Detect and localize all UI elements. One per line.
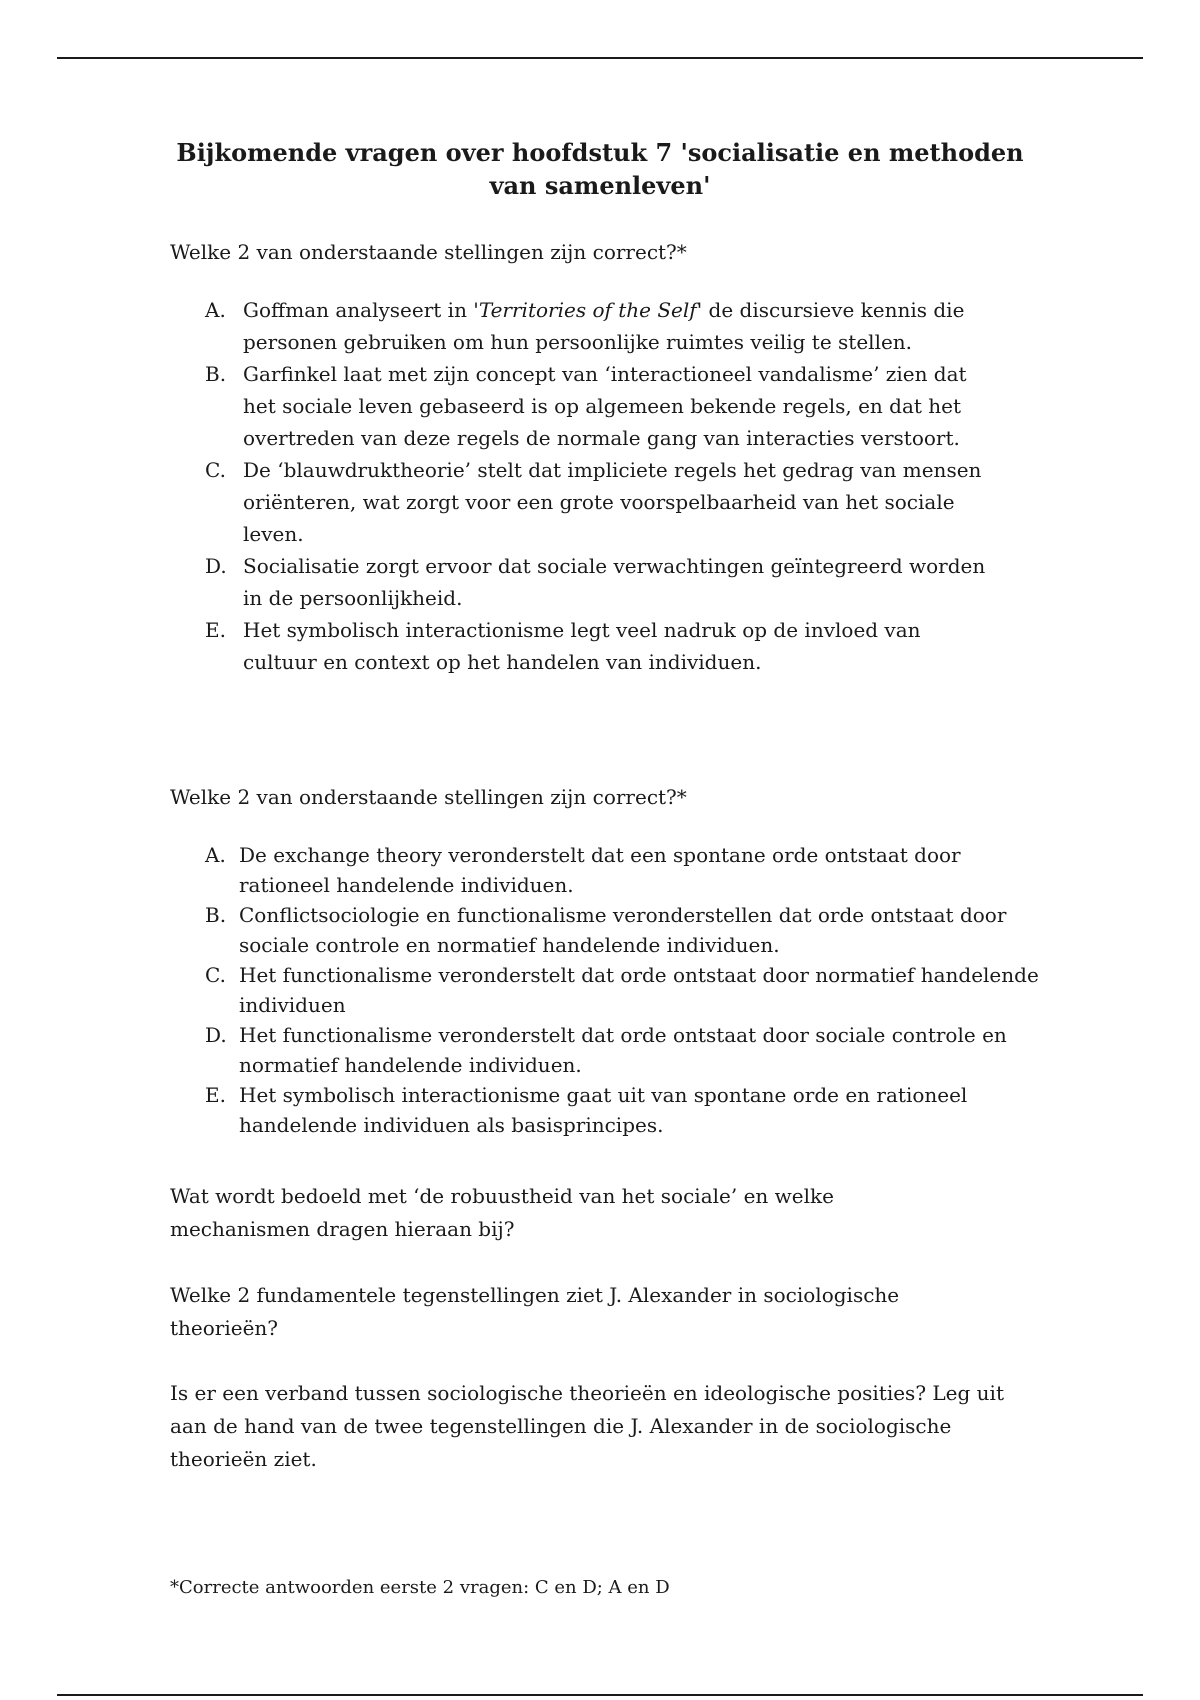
option-text: De exchange theory veronderstelt dat een spontane orde ontstaat door rationeel handelende individuen.: [239, 843, 961, 897]
top-rule: [57, 57, 1143, 59]
option-text: Het functionalisme veronderstelt dat orde ontstaat door normatief handelende individuen: [239, 963, 1039, 1017]
question-1-prompt: Welke 2 van onderstaande stellingen zijn correct?*: [170, 240, 687, 264]
question-2-options: [205, 840, 1040, 1140]
option-letter: A.: [205, 298, 226, 322]
option-letter: A.: [205, 843, 226, 867]
question-1-option-a: [205, 294, 995, 358]
option-letter: D.: [205, 1023, 227, 1047]
option-letter: C.: [205, 458, 226, 482]
option-letter: B.: [205, 903, 227, 927]
option-letter: D.: [205, 554, 227, 578]
question-1-option-c: [205, 454, 995, 550]
question-2-prompt: Welke 2 van onderstaande stellingen zijn correct?*: [170, 785, 687, 809]
question-2-option-c: [205, 960, 1040, 1020]
option-text: Het symbolisch interactionisme legt veel nadruk op de invloed van cultuur en context op het handelen van individuen.: [243, 618, 921, 674]
question-1-option-d: [205, 550, 995, 614]
option-letter: B.: [205, 362, 227, 386]
option-text: Garfinkel laat met zijn concept van ‘interactioneel vandalisme’ zien dat het sociale leven gebaseerd is op algemeen bekende regels, en dat het overtreden van deze regels de normale gang van interacties verstoort.: [243, 362, 967, 450]
question-4: Welke 2 fundamentele tegenstellingen ziet J. Alexander in sociologische theorieën?: [170, 1283, 900, 1340]
option-text: Conflictsociologie en functionalisme veronderstellen dat orde ontstaat door sociale controle en normatief handelende individuen.: [239, 903, 1007, 957]
bottom-rule: [57, 1694, 1143, 1696]
question-1-option-b: [205, 358, 995, 454]
question-2-option-a: [205, 840, 1040, 900]
option-a-text-start: Goffman analyseert in ': [243, 298, 479, 322]
option-letter: C.: [205, 963, 226, 987]
question-5: Is er een verband tussen sociologische theorieën en ideologische posities? Leg uit aan de hand van de twee tegenstellingen die J. Alexander in de sociologische theorieën ziet.: [170, 1381, 1004, 1471]
question-2-option-e: [205, 1080, 1040, 1140]
footnote: *Correcte antwoorden eerste 2 vragen: C en D; A en D: [170, 1577, 670, 1598]
option-letter: E.: [205, 1083, 226, 1107]
question-1-option-e: [205, 614, 995, 678]
option-letter: E.: [205, 618, 226, 642]
option-text: Socialisatie zorgt ervoor dat sociale verwachtingen geïntegreerd worden in de persoonlijkheid.: [243, 554, 986, 610]
question-2-option-b: [205, 900, 1040, 960]
option-a-italic-title: Territories of the Self: [478, 298, 697, 322]
option-text: De ‘blauwdruktheorie’ stelt dat impliciete regels het gedrag van mensen oriënteren, wat zorgt voor een grote voorspelbaarheid van het sociale leven.: [243, 458, 982, 546]
question-3: Wat wordt bedoeld met ‘de robuustheid van het sociale’ en welke mechanismen dragen hieraan bij?: [170, 1184, 834, 1241]
option-text: Het functionalisme veronderstelt dat orde ontstaat door sociale controle en normatief handelende individuen.: [239, 1023, 1007, 1077]
question-1-options: [205, 294, 995, 678]
option-a-text-end: ' de discursieve kennis die personen gebruiken om hun persoonlijke ruimtes veilig te stellen.: [243, 298, 965, 354]
question-2-option-d: [205, 1020, 1040, 1080]
option-text: Het symbolisch interactionisme gaat uit van spontane orde en rationeel handelende individuen als basisprincipes.: [239, 1083, 968, 1137]
document-title: Bijkomende vragen over hoofdstuk 7 'socialisatie en methoden van samenleven': [176, 138, 1024, 200]
